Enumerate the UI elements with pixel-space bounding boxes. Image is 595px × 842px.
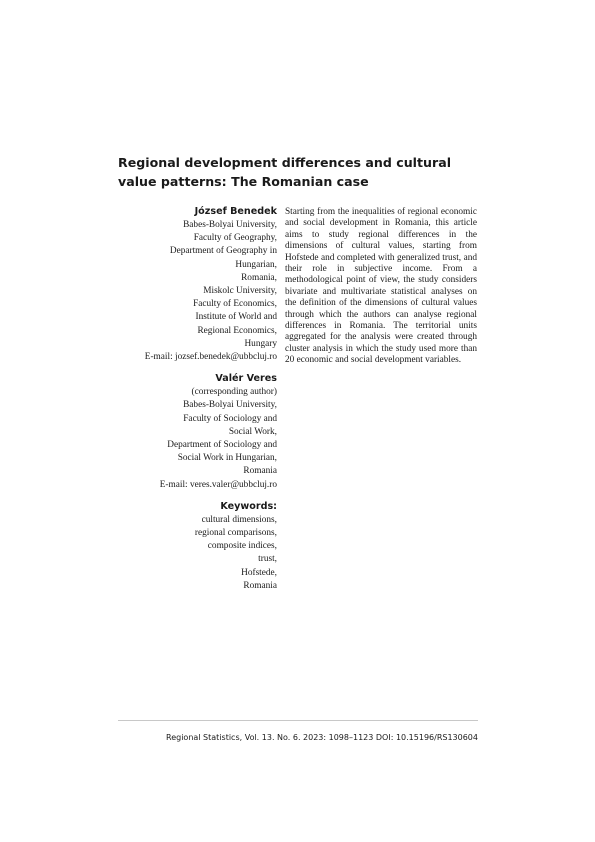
author-email[interactable]: E-mail: jozsef.benedek@ubbcluj.ro [144,352,277,363]
author-block [110,372,277,492]
affiliation-line: Institute of World and [195,312,277,323]
affiliation-line: Romania, [241,272,277,283]
keyword-item: regional comparisons, [194,528,277,539]
keyword-item: composite indices, [207,541,277,552]
keywords-block [110,500,277,593]
affiliation-line: Hungary [244,338,277,349]
keyword-item: cultural dimensions, [201,514,277,525]
affiliation-line: Social Work, [228,426,277,437]
author-column [110,205,277,601]
affiliation-line: Romania [243,466,277,477]
author-email[interactable]: E-mail: veres.valer@ubbcluj.ro [159,479,277,490]
affiliation-line: Faculty of Geography, [193,233,277,244]
affiliation-line: Faculty of Economics, [193,299,277,310]
abstract-text: Starting from the inequalities of regional economic and social development in Romania, this article aims to study regional differences in the dimensions of cultural values, starting from Hofstede and completed with generalized trust, and their role in subjective income. From a methodological point of view, the study considers bivariate and multivariate statistical analyses on the definition of the dimensions of cultural values through which the authors can analyse regional differences in Romania. The territorial units aggregated for the analysis were created through cluster analysis in which the study used more than 20 economic and social development variables. [285,207,477,366]
author-name: Valér Veres [215,373,277,385]
footer-citation: Regional Statistics, Vol. 13. No. 6. 2023: 1098–1123 DOI: 10.15196/RS130604 [166,733,478,742]
affiliation-line: Hungarian, [235,259,277,270]
affiliation-line: Department of Sociology and [167,440,277,451]
affiliation-line: Department of Geography in [169,246,277,257]
affiliation-line: (corresponding author) [191,387,277,398]
keyword-item: trust, [258,554,277,565]
affiliation-line: Social Work in Hungarian, [177,453,277,464]
affiliation-line: Regional Economics, [197,325,277,336]
footer-divider [118,720,478,721]
article-title: Regional development differences and cultural value patterns: The Romanian case [118,155,452,189]
affiliation-line: Faculty of Sociology and [183,413,277,424]
author-name: József Benedek [194,206,277,217]
affiliation-line: Babes-Bolyai University, [183,400,277,411]
affiliation-line: Babes-Bolyai University, [183,220,277,230]
keyword-item: Romania [243,580,277,591]
author-block [110,205,277,364]
keyword-item: Hofstede, [241,567,277,578]
keywords-heading: Keywords: [220,500,277,512]
affiliation-line: Miskolc University, [203,286,277,297]
